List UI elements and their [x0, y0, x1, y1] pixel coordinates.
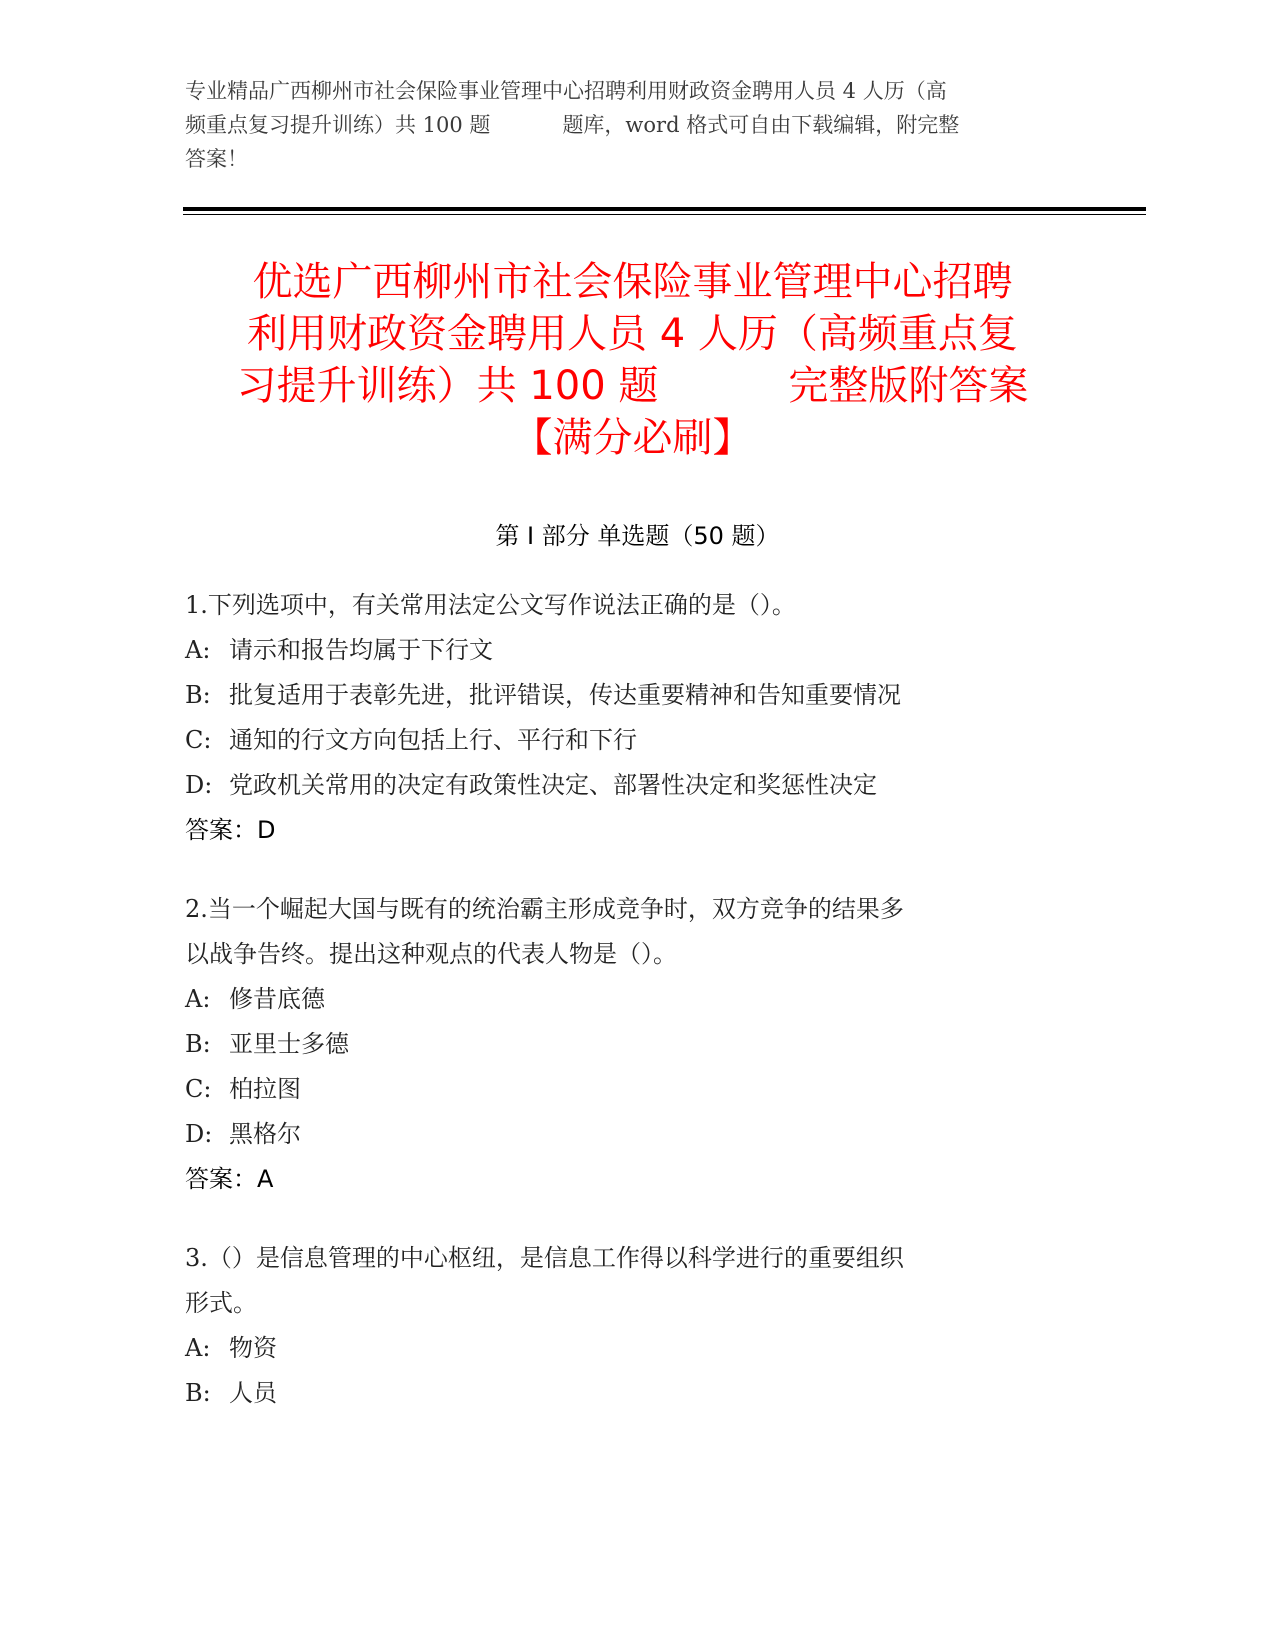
title-line-3a: 习提升训练）共 100 题 [236, 363, 659, 409]
header-rule-thin [183, 214, 1146, 215]
header-note-line-2b: 题库，word 格式可自由下载编辑，附完整 [562, 113, 960, 137]
option-a [185, 628, 1085, 673]
option-text: 人员 [229, 1379, 277, 1407]
option-key: A: [185, 636, 211, 664]
option-text: 批复适用于表彰先进，批评错误，传达重要精神和告知重要情况 [229, 681, 901, 709]
option-key: B: [185, 1379, 211, 1407]
option-a [185, 1326, 1085, 1371]
title-line-1: 优选广西柳州市社会保险事业管理中心招聘 [252, 259, 1013, 305]
question-stem-line-1: 2.当一个崛起大国与既有的统治霸主形成竞争时，双方竞争的结果多 [185, 895, 904, 923]
option-b [185, 1022, 1085, 1067]
option-key: B: [185, 681, 211, 709]
option-text: 黑格尔 [229, 1120, 301, 1148]
option-text: 柏拉图 [229, 1075, 301, 1103]
header-note-line-2a: 频重点复习提升训练）共 100 题 [185, 113, 491, 137]
header-note-line-3: 答案！ [185, 147, 248, 171]
question-stem: 1.下列选项中，有关常用法定公文写作说法正确的是（）。 [185, 591, 796, 619]
option-d [185, 1112, 1085, 1157]
header-note-line-2 [185, 108, 1085, 142]
document-title [195, 256, 1070, 464]
option-b [185, 1371, 1085, 1416]
option-key: D: [185, 1120, 213, 1148]
option-key: C: [185, 1075, 212, 1103]
section-title: 第 I 部分 单选题（50 题） [495, 522, 780, 550]
question-stem-line-2: 形式。 [185, 1289, 257, 1317]
option-key: D: [185, 771, 213, 799]
option-d [185, 763, 1085, 808]
option-text: 物资 [229, 1334, 277, 1362]
option-a [185, 977, 1085, 1022]
title-line-3 [195, 360, 1070, 412]
option-text: 党政机关常用的决定有政策性决定、部署性决定和奖惩性决定 [229, 771, 877, 799]
option-key: C: [185, 726, 212, 754]
option-key: B: [185, 1030, 211, 1058]
option-b [185, 673, 1085, 718]
title-line-2: 利用财政资金聘用人员 4 人历（高频重点复 [247, 311, 1018, 357]
option-text: 通知的行文方向包括上行、平行和下行 [229, 726, 637, 754]
header-note [185, 74, 1085, 176]
answer: 答案：A [185, 1165, 274, 1193]
option-text: 请示和报告均属于下行文 [229, 636, 493, 664]
answer: 答案：D [185, 816, 276, 844]
option-text: 亚里士多德 [229, 1030, 349, 1058]
option-c [185, 718, 1085, 763]
option-text: 修昔底德 [229, 985, 325, 1013]
question-stem-line-1: 3.（）是信息管理的中心枢纽，是信息工作得以科学进行的重要组织 [185, 1244, 904, 1272]
question-stem-line-2: 以战争告终。提出这种观点的代表人物是（）。 [185, 940, 677, 968]
option-key: A: [185, 1334, 211, 1362]
question-3 [185, 1236, 1085, 1416]
header-rule-thick [183, 207, 1146, 211]
header-note-line-1: 专业精品广西柳州市社会保险事业管理中心招聘利用财政资金聘用人员 4 人历（高 [185, 79, 947, 103]
question-2 [185, 887, 1085, 1202]
option-key: A: [185, 985, 211, 1013]
title-line-4: 【满分必刷】 [512, 415, 753, 461]
title-line-3b: 完整版附答案 [788, 363, 1029, 409]
option-c [185, 1067, 1085, 1112]
question-1 [185, 583, 1085, 853]
